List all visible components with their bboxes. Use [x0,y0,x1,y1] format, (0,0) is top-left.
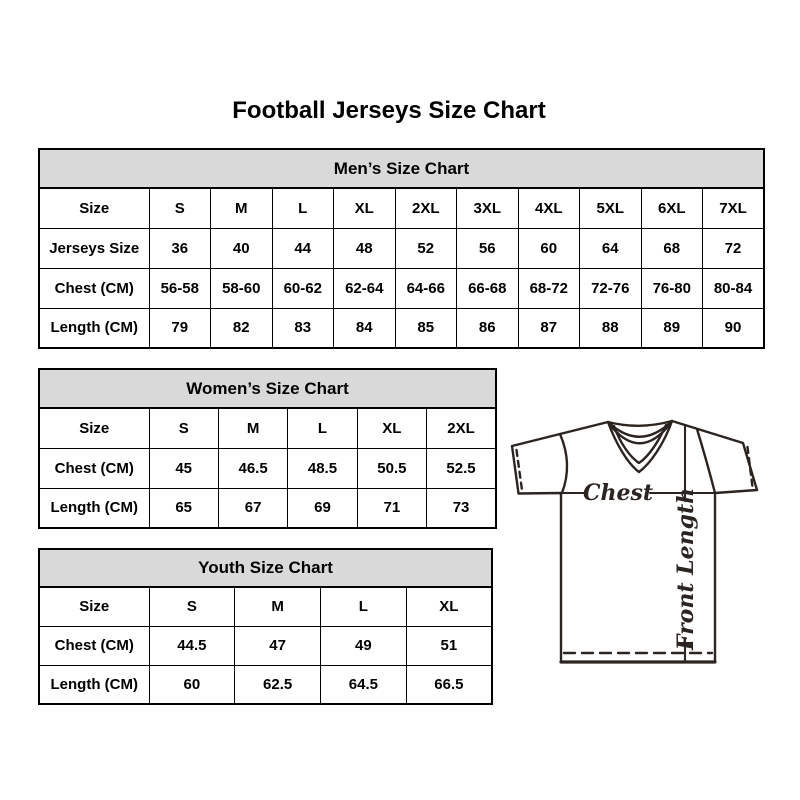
cell: 67 [218,488,287,528]
cell: M [211,188,273,228]
men-table-row [39,268,764,308]
cell: 64 [580,228,642,268]
cell: 72-76 [580,268,642,308]
cell: 51 [406,626,492,665]
cell: 60 [149,665,235,704]
front-length-label: Front Length [673,487,699,651]
cell: 68-72 [518,268,580,308]
cell: 36 [149,228,211,268]
women-table-row [39,448,496,488]
womens-size-table [38,368,497,529]
cell: 4XL [518,188,580,228]
row-label: Size [39,587,149,626]
cell: 46.5 [218,448,287,488]
cell: 82 [211,308,273,348]
cell: S [149,188,211,228]
left-sleeve-seam [560,434,567,493]
men-table-row [39,308,764,348]
cell: 62.5 [235,665,321,704]
cell: 76-80 [641,268,703,308]
cell: L [321,587,407,626]
row-label: Size [39,188,149,228]
cell: 64-66 [395,268,457,308]
row-label: Length (CM) [39,488,149,528]
cell: 60-62 [272,268,334,308]
cell: 84 [334,308,396,348]
row-label: Size [39,408,149,448]
youth-table-row [39,626,492,665]
cell: 73 [427,488,496,528]
cell: 2XL [427,408,496,448]
cell: 64.5 [321,665,407,704]
men-table-header: Men’s Size Chart [39,149,764,188]
cell: 49 [321,626,407,665]
cell: 3XL [457,188,519,228]
cell: 88 [580,308,642,348]
cell: 72 [703,228,765,268]
cell: 56 [457,228,519,268]
cell: 71 [357,488,426,528]
cell: 5XL [580,188,642,228]
row-label: Length (CM) [39,308,149,348]
cell: 2XL [395,188,457,228]
cell: 47 [235,626,321,665]
cell: 44.5 [149,626,235,665]
cell: 58-60 [211,268,273,308]
cell: M [235,587,321,626]
youth-size-table [38,548,493,705]
right-sleeve-seam [697,429,715,493]
cell: 50.5 [357,448,426,488]
cell: S [149,587,235,626]
jersey-diagram [500,400,780,700]
page-title: Football Jerseys Size Chart [232,97,546,124]
row-label: Chest (CM) [39,268,149,308]
cell: M [218,408,287,448]
chest-label: Chest [582,480,654,506]
men-table-row [39,228,764,268]
cell: 48.5 [288,448,357,488]
youth-table-row [39,665,492,704]
cell: XL [406,587,492,626]
row-label: Chest (CM) [39,626,149,665]
women-table-row [39,488,496,528]
cell: 44 [272,228,334,268]
cell: 66-68 [457,268,519,308]
cell: 89 [641,308,703,348]
cell: L [272,188,334,228]
cell: 65 [149,488,218,528]
cell: L [288,408,357,448]
cell: 69 [288,488,357,528]
cell: 80-84 [703,268,765,308]
cell: 60 [518,228,580,268]
women-table-row [39,408,496,448]
cell: 7XL [703,188,765,228]
cell: 52.5 [427,448,496,488]
cell: 85 [395,308,457,348]
youth-table-header: Youth Size Chart [39,549,492,587]
cell: 52 [395,228,457,268]
cell: 62-64 [334,268,396,308]
row-label: Length (CM) [39,665,149,704]
cell: 6XL [641,188,703,228]
mens-size-table [38,148,765,349]
cell: 48 [334,228,396,268]
men-table-row [39,188,764,228]
cell: 45 [149,448,218,488]
cell: 68 [641,228,703,268]
cell: 40 [211,228,273,268]
cell: 86 [457,308,519,348]
youth-table-row [39,587,492,626]
cell: S [149,408,218,448]
jersey-outline [512,421,757,662]
cell: 56-58 [149,268,211,308]
cell: 90 [703,308,765,348]
cell: 87 [518,308,580,348]
women-table-header: Women’s Size Chart [39,369,496,408]
cell: XL [357,408,426,448]
cell: 83 [272,308,334,348]
row-label: Jerseys Size [39,228,149,268]
cell: 66.5 [406,665,492,704]
collar-top [608,421,672,426]
cell: XL [334,188,396,228]
cell: 79 [149,308,211,348]
row-label: Chest (CM) [39,448,149,488]
